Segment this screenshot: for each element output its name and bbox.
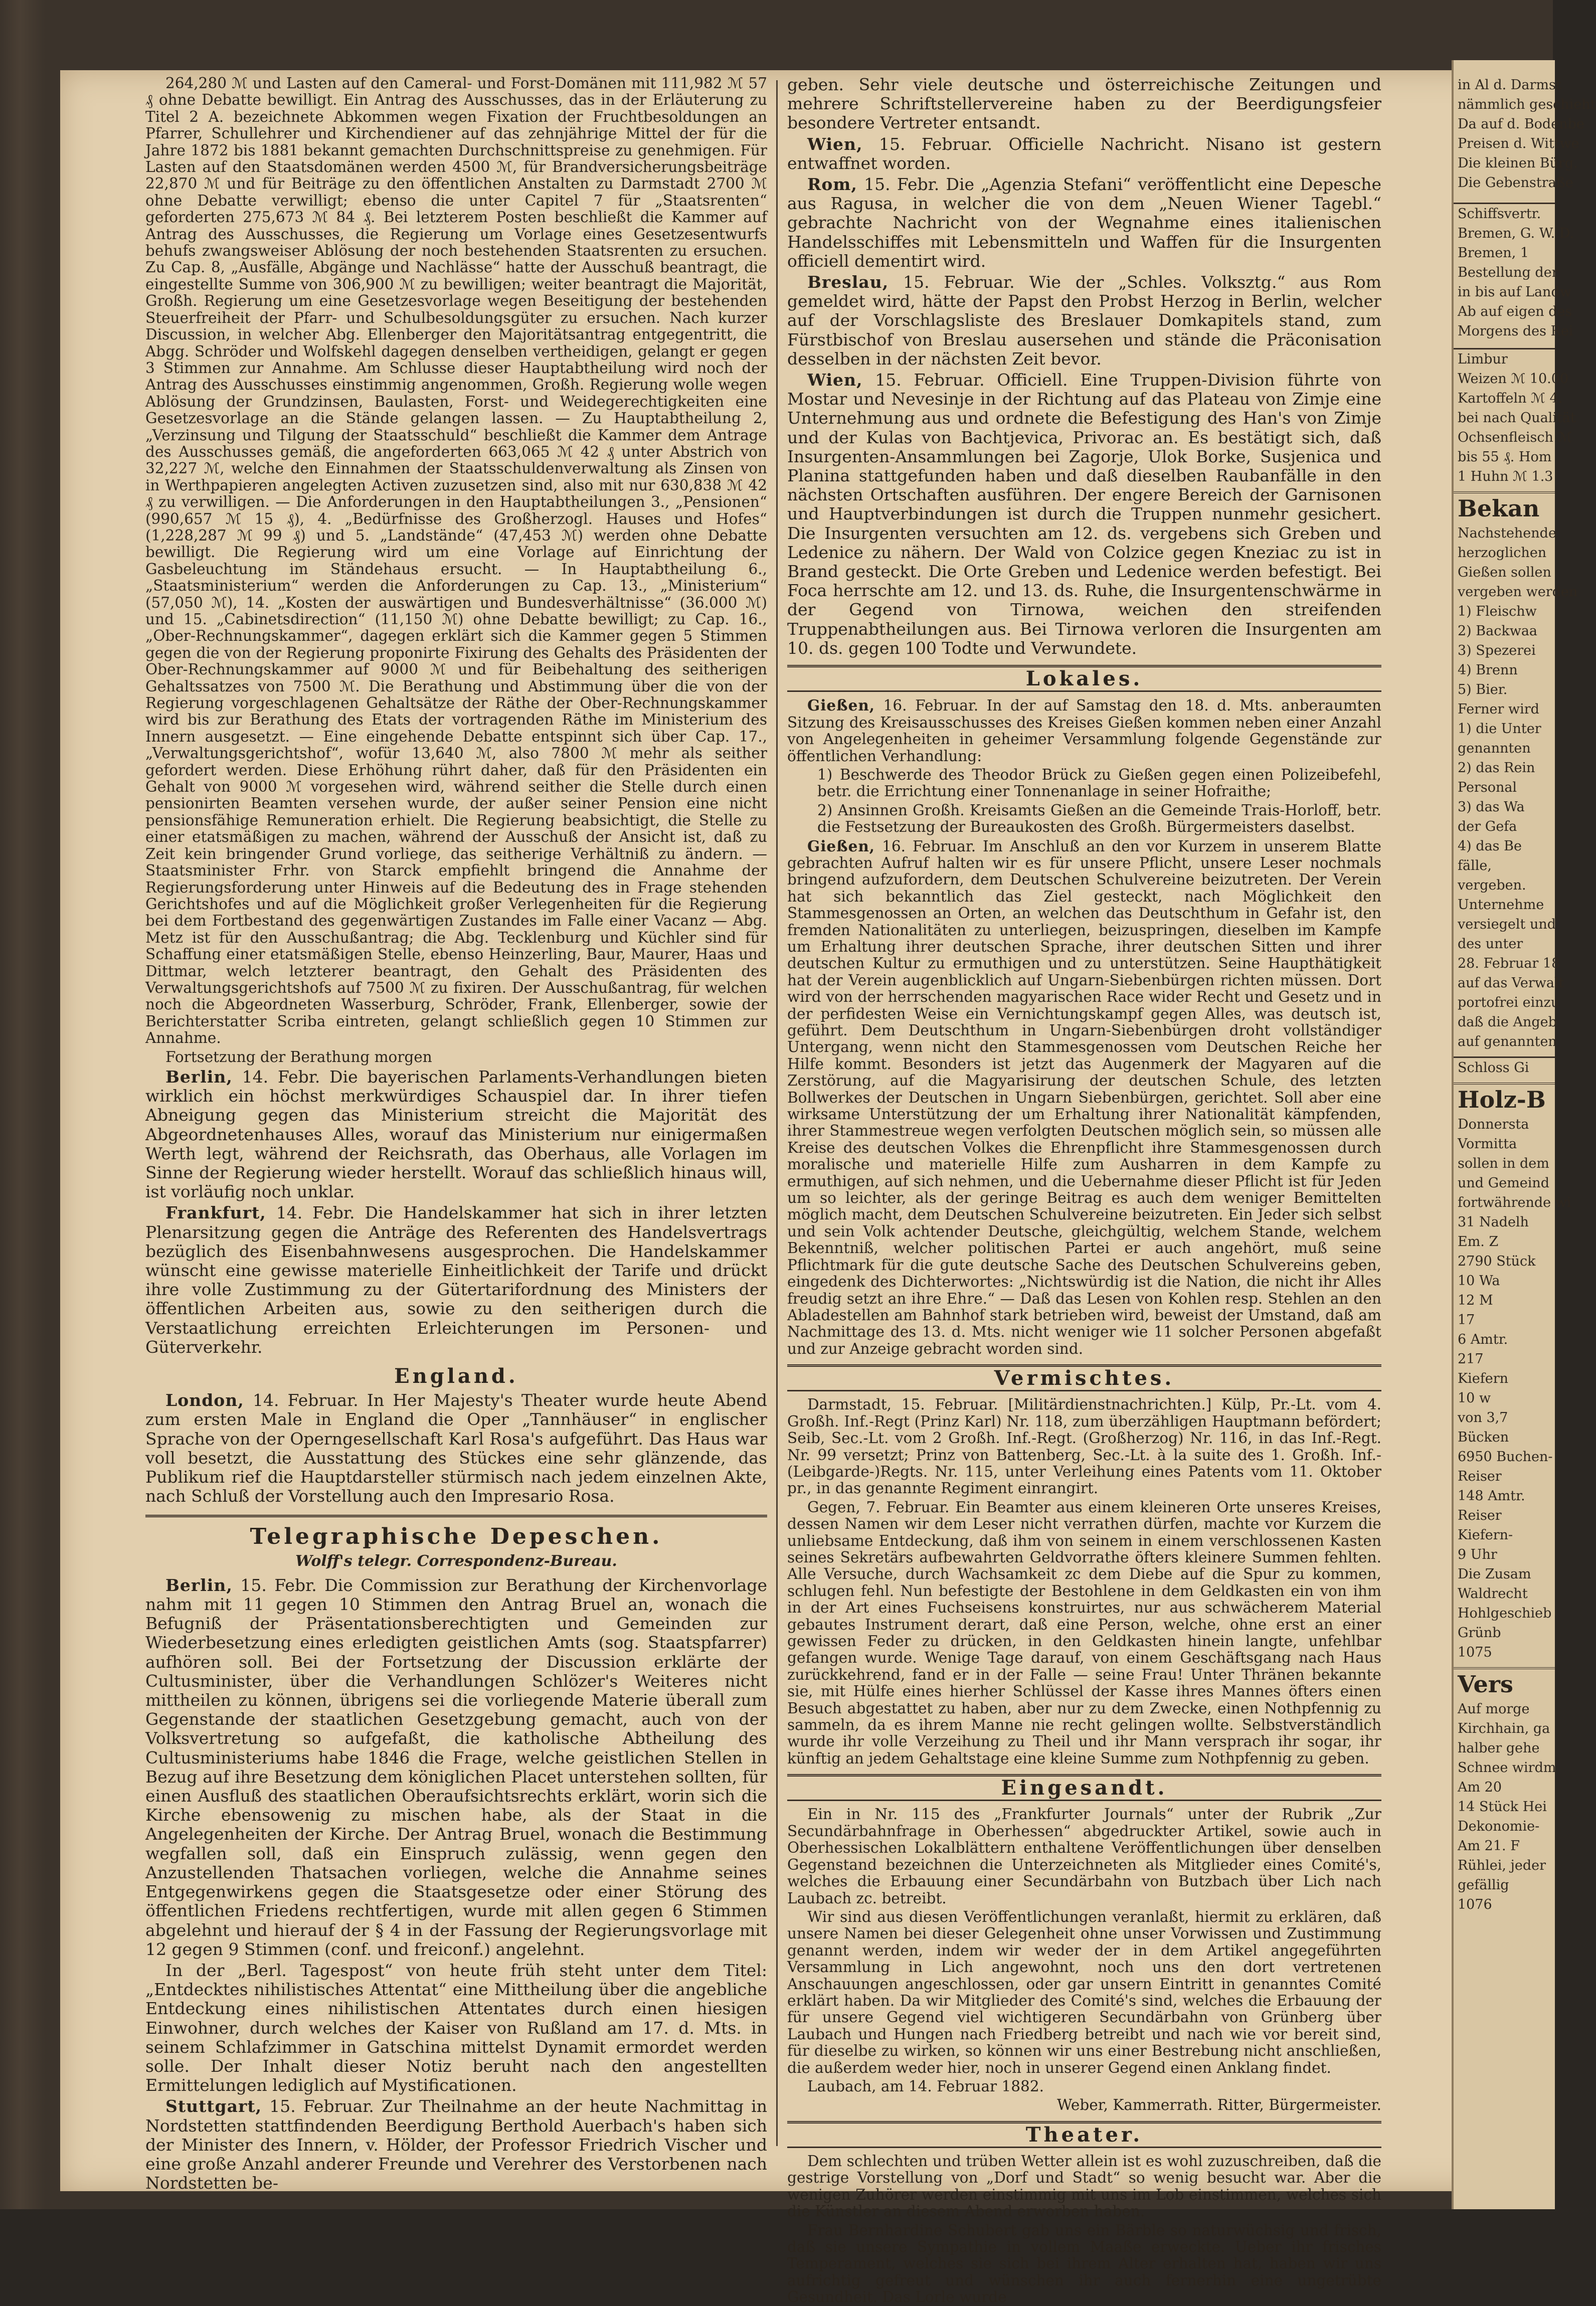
column-divider xyxy=(776,80,778,2146)
strip-line: Da auf d. Bodenbe xyxy=(1458,116,1584,132)
strip-line: 5) Bier. xyxy=(1458,682,1508,697)
adjacent-page-strip xyxy=(1452,60,1596,2209)
strip-line: Unternehme xyxy=(1458,897,1544,913)
strip-line: Limbur xyxy=(1458,351,1508,367)
strip-block-mid xyxy=(1454,204,1574,341)
strip-line: Die Zusam xyxy=(1458,1566,1531,1582)
continuation-note: Fortsetzung der Berathung morgen xyxy=(165,1048,432,1066)
dateline-berlin: Berlin, xyxy=(165,1575,233,1595)
dateline-frankfurt: Frankfurt, xyxy=(165,1203,266,1223)
article-text: 15. Febr. Die „Agenzia Stefani“ veröffentlicht eine Depesche aus Ragusa, in welcher die von dem „Neuen Wiener Tagebl.“ gebrachte Nachricht von der Wegnahme eines italienischen Handelsschiffes mit Lebensmitteln und Waffen für die Insurgenten officiell dementirt wird. xyxy=(787,174,1381,271)
section-heading-vermischtes: Vermischtes. xyxy=(994,1366,1175,1390)
strip-line: 17 xyxy=(1458,1312,1475,1328)
dateline-berlin: Berlin, xyxy=(165,1067,233,1087)
theater-paragraph-2: Frau Bernhardine Schubert gab uns ein Bärble so naturwüchsig und frisch, daß sie unsere Sympathie in vollem Maaße erweckte. Ueber ihr frisches Temperament, welches sie sich bei ihrem Alter erhalten hat, haben wir uns aufrichtig gefreut und wünschen ihr auch fernerhin eine ungetrübte Gesundheit. Das Lorle wurde xyxy=(787,2221,1381,2306)
strip-line: Kiefern xyxy=(1458,1371,1509,1386)
dateline-stuttgart: Stuttgart, xyxy=(165,2096,262,2116)
strip-line: vergeben. xyxy=(1458,877,1526,893)
strip-line: halber gehe xyxy=(1458,1740,1540,1756)
strip-line: 4) das Be xyxy=(1458,838,1522,854)
strip-line: herzoglichen xyxy=(1458,545,1547,561)
strip-line: in Al d. Darmst xyxy=(1458,77,1561,93)
strip-heading-holz: Holz-B xyxy=(1454,1083,1555,1115)
section-heading-eingesandt: Eingesandt. xyxy=(1001,1776,1168,1800)
strip-line: 9 Uhr xyxy=(1458,1547,1497,1562)
strip-line: Donnersta xyxy=(1458,1117,1529,1132)
strip-line: portofrei einzu xyxy=(1458,995,1560,1010)
strip-line: Die kleinen Bürg. xyxy=(1458,155,1578,171)
strip-line: Bremen, G. W. D. xyxy=(1458,226,1574,241)
strip-heading-bekan: Bekan xyxy=(1454,491,1555,523)
eingesandt-paragraph-2: Wir sind aus diesen Veröffentlichungen veranlaßt, hiermit zu erklären, daß unsere Namen bei dieser Gelegenheit ohne unser Vorwissen und Zustimmung genannt werden, indem wir weder der in dem Artikel angegeführten Versammlung in Lich angewohnt, noch uns den dort vertretenen Anschauungen angeschlossen, oder gar unsern Eintritt in genanntes Comité erklärt haben. Da wir Mitglieder des Comité's sind, welches die Erbauung der für unsere Gegend viel wichtigeren Secundärbahn von Grünberg über Laubach und Hungen nach Friedberg betreibt und nach wie vor bereit sind, für dieselbe zu wirken, so können wir uns einer Bestrebung nicht anschließen, die außerdem weder hier, noch in unserer Gegend einen Anklang findet. xyxy=(787,1908,1381,2076)
article-london xyxy=(145,1391,767,1506)
strip-line: Schnee wirdm xyxy=(1458,1760,1556,1776)
article-text: 14. Februar. In Her Majesty's Theater wurde heute Abend zum ersten Male in England die Oper „Tannhäuser“ in englischer Sprache von der Operngesellschaft Karl Rosa's aufgeführt. Das Haus war voll besetzt, die Ausstattung des Stückes eine sehr glänzende, das Publikum rief die Hauptdarsteller stürmisch nach jedem einzelnen Akte, nach Schluß der Vorstellung auch den Impresario Rosa. xyxy=(145,1390,767,1506)
strip-line: daß die Angeb xyxy=(1458,1014,1557,1030)
strip-line: von 3,7 xyxy=(1458,1410,1508,1426)
article-breslau xyxy=(787,273,1381,369)
strip-line: Preisen d. Wittwe xyxy=(1458,136,1579,151)
left-column xyxy=(145,75,767,2193)
strip-line: Grünb xyxy=(1458,1625,1501,1641)
article-gegen: Gegen, 7. Februar. Ein Beamter aus einem kleineren Orte unseres Kreises, dessen Namen wir dem Leser nicht verrathen dürfen, machte vor Kurzem die unliebsame Entdeckung, daß ihm von seinem in einem verschlossenen Kasten seines Sekretärs aufbewahrten Geldvorrathe öfters kleinere Summen fehlten. Alle Versuche, durch Wachsamkeit zc dem Diebe auf die Spur zu kommen, schlugen fehl. Nun befestigte der Bestohlene in dem Geldkasten ein von ihm in der Art eines Fuchseisens konstruirtes, nur aus schwächerem Material gebautes Instrument derart, daß eine Person, welche, ohne erst an einer gewissen Feder zu drücken, in den Geldkasten hinein langte, unfehlbar gefangen wurde. Wenige Tage darauf, von einem Geschäftsgang nach Haus zurückkehrend, fand er in der Falle — seine Frau! Unter Thränen bekannte sie, mit Hülfe eines hierher Schlüssel der Kasse ihres Mannes öfters einen Besuch abgestattet zu haben, aber nur zu dem Zwecke, einen Nothpfennig zu sammeln, da es ihrem Manne nie recht gelingen wollte. Selbstverständlich wurde ihr volle Verzeihung zu Theil und ihr Mann versprach ihr sogar, ihr künftig an jedem Gehaltstage eine kleine Summe zum Nothpfennig zu geben. xyxy=(787,1498,1381,1767)
strip-line: Kiefern- xyxy=(1458,1527,1513,1543)
strip-line: Weizen ℳ 10.00 xyxy=(1458,371,1569,387)
section-box-lokales xyxy=(787,665,1381,692)
strip-line: Ochsenfleisch ℳ xyxy=(1458,430,1572,445)
strip-line: Nachstehende xyxy=(1458,525,1556,541)
article-stuttgart xyxy=(145,2097,767,2193)
strip-block-holz xyxy=(1454,1115,1571,1662)
article-text: 14. Febr. Die Handelskammer hat sich in ihrer letzten Plenarsitzung gegen die Anträge des Referenten des Handelsvertrags bezüglich des Eisenbahnwesens ausgesprochen. Die Handelskammer wünscht eine gewisse materielle Einheitlichkeit der Tarife und drückt ihre volle Zustimmung zu der Gütertarifordnung des Ministers der öffentlichen Arbeiten aus, sowie zu den seitherigen durch die Verstaatlichung erreichten Erleichterungen im Personen- und Güterverkehr. xyxy=(145,1203,767,1357)
section-heading-lokales: Lokales. xyxy=(1025,667,1143,691)
strip-line: 2) Backwaa xyxy=(1458,623,1538,639)
strip-line: 28. Februar 18 xyxy=(1458,956,1560,971)
strip-line: 1075 xyxy=(1458,1645,1492,1660)
article-rom xyxy=(787,175,1381,271)
strip-line: der Gefa xyxy=(1458,819,1517,834)
strip-block-vers xyxy=(1454,1699,1555,1914)
strip-line: Kartoffeln ℳ 4. xyxy=(1458,391,1563,406)
section-rule xyxy=(145,1515,767,1517)
strip-block-top xyxy=(1454,75,1596,193)
strip-line: 3) das Wa xyxy=(1458,799,1525,815)
strip-line: Die Gebenstraße xyxy=(1458,175,1573,191)
strip-line: Ferner wird xyxy=(1458,701,1539,717)
strip-line: Reiser xyxy=(1458,1508,1502,1523)
strip-line: 148 Amtr. xyxy=(1458,1488,1525,1504)
strip-line: und Gemeind xyxy=(1458,1175,1550,1191)
article-berlin-14 xyxy=(145,1068,767,1201)
article-text: 15. Februar. Wie der „Schles. Volksztg.“ aus Rom gemeldet wird, hätte der Papst den Probst Herzog in Berlin, welcher auf der Vorschlagsliste des Breslauer Domkapitels stand, zum Fürstbischof von Breslau ausersehen und stände die Präconisation desselben in der nächsten Zeit bevor. xyxy=(787,272,1381,369)
strip-line: Ab auf eigen des xyxy=(1458,304,1572,319)
section-subheading-wolff: Wolff's telegr. Correspondenz-Bureau. xyxy=(295,1552,617,1570)
strip-line: Auf morge xyxy=(1458,1701,1530,1717)
strip-line: 10 w xyxy=(1458,1390,1491,1406)
strip-line: 2790 Stück xyxy=(1458,1254,1536,1269)
strip-line: Kirchhain, ga xyxy=(1458,1721,1550,1736)
strip-line: nämmlich geschieht xyxy=(1458,97,1596,112)
dateline-london: London, xyxy=(165,1390,244,1410)
strip-line: Schiffsvertr. xyxy=(1458,206,1541,222)
agenda-item-2: 2) Ansinnen Großh. Kreisamts Gießen an die Gemeinde Trais-Horloff, betr. die Festsetzung der Bureaukosten des Großh. Bürgermeisters daselbst. xyxy=(817,801,1381,836)
strip-line: Bremen, 1 xyxy=(1458,245,1529,261)
article-darmstadt: Darmstadt, 15. Februar. [Militärdienstnachrichten.] Külp, Pr.-Lt. vom 4. Großh. Inf.-Regt (Prinz Karl) Nr. 118, zum überzähligen Hauptmann befördert; Seib, Sec.-Lt. vom 2 Großh. Inf.-Regt. (Großherzog) Nr. 116, in das Inf.-Regt. Nr. 99 versetzt; Prinz von Battenberg, Sec.-Lt. à la suite des 1. Großh. Inf.-(Leibgarde-)Regts. Nr. 115, unter Verleihung eines Patents vom 11. Oktober pr., in das genannte Regiment einrangirt. xyxy=(787,1396,1381,1497)
strip-line: 217 xyxy=(1458,1351,1484,1367)
dateline-giessen: Gießen, xyxy=(807,837,875,855)
strip-line: 10 Wa xyxy=(1458,1273,1500,1289)
section-heading-theater: Theater. xyxy=(1025,2122,1143,2147)
strip-line: Waldrecht xyxy=(1458,1586,1528,1602)
dateline-wien: Wien, xyxy=(807,134,863,154)
article-wien-1 xyxy=(787,135,1381,173)
article-berlin-15 xyxy=(145,1576,767,1959)
strip-line: gefällig xyxy=(1458,1877,1509,1893)
strip-heading-vers: Vers xyxy=(1454,1667,1555,1699)
strip-line: 12 M xyxy=(1458,1293,1493,1308)
eingesandt-paragraph-1: Ein in Nr. 115 des „Frankfurter Journals“ unter der Rubrik „Zur Secundärbahnfrage in Oberhessen“ abgedruckter Artikel, sowie auch in Oberhessischen Lokalblättern enthaltene Veröffentlichungen über denselben Gegenstand bezeichnen die Unterzeichneten als Mitglieder eines Comité's, welches die Erbauung einer Secundärbahn von Butzbach über Lich nach Laubach zc. betreibt. xyxy=(787,1806,1381,1907)
strip-line: bei nach Qualität xyxy=(1458,410,1576,426)
strip-line: Dekonomie- xyxy=(1458,1819,1540,1834)
strip-line: Reiser xyxy=(1458,1469,1502,1484)
strip-line: Am 21. F xyxy=(1458,1838,1520,1854)
strip-line: vergeben werden xyxy=(1458,584,1578,600)
strip-line: Personal xyxy=(1458,780,1517,795)
strip-line: Hohlgeschieb xyxy=(1458,1606,1552,1621)
strip-line: Bestellung der xyxy=(1458,265,1558,280)
dateline-rom: Rom, xyxy=(807,174,857,195)
dateline-giessen: Gießen, xyxy=(807,696,875,715)
strip-block-market xyxy=(1454,349,1576,486)
section-box-eingesandt xyxy=(787,1774,1381,1801)
strip-line: 1) die Unter xyxy=(1458,721,1541,737)
strip-line: 1076 xyxy=(1458,1897,1492,1912)
article-wien-2 xyxy=(787,371,1381,658)
strip-line: 2) das Rein xyxy=(1458,760,1535,776)
theater-paragraph-1: Dem schlechten und trüben Wetter allein ist es wohl zuzuschreiben, daß die gestrige Vorstellung von „Dorf und Stadt“ so wenig besucht war. Aber die wenigen Zuhörer werden einstimmig mit uns im Lob einstimmen, welches sich die Künstler an diesem Abend erworben haben. xyxy=(787,2153,1381,2220)
eingesandt-place-date: Laubach, am 14. Februar 1882. xyxy=(807,2077,1044,2095)
strip-line: Vormitta xyxy=(1458,1136,1517,1152)
article-tagespost: In der „Berl. Tagespost“ von heute früh steht unter dem Titel: „Entdecktes nihilistisches Attentat“ eine Mittheilung über die angebliche Entdeckung eines nihilistischen Attentates durch einen hiesigen Einwohner, durch welches der Kaiser von Rußland am 17. d. Mts. in seinem Schlafzimmer in Gatschina mittelst Dynamit ermordet werden solle. Der Inhalt dieser Notiz beruht nach den angestellten Ermittelungen lediglich auf Mystificationen. xyxy=(145,1960,767,2095)
article-text: 15. Februar. Zur Theilnahme an der heute Nachmittag in Nordstetten stattfindenden Beerdigung Berthold Auerbach's haben sich der Minister des Innern, v. Hölder, der Professor Friedrich Vischer und eine große Anzahl anderer Freunde und Verehrer des Verstorbenen nach Nordstetten be- xyxy=(145,2096,767,2193)
article-text: 15. Febr. Die Commission zur Berathung der Kirchenvorlage nahm mit 11 gegen 10 Stimmen den Antrag Bruel an, wonach die Befugniß der Präsentationsberechtigten und Gemeinden zur Wiederbesetzung eines erledigten geistlichen Amts (sog. Staatspfarrer) aufhören soll. Bei der Fortsetzung der Discussion erklärte der Cultusminister, über die Verhandlungen Schlözer's Weiteres nicht mittheilen zu können, übrigens sei die vorliegende Materie überall zum Gegenstande der staatlichen Gesetzgebung gemacht, auch von der Volksvertretung so aufgefaßt, die katholische Abtheilung des Cultusministeriums habe 1846 die Frage, welche geistlichen Stellen in Bezug auf ihre Besetzung dem königlichen Placet unterstehen sollten, für einen Ausfluß des staatlichen Oberaufsichtsrechts erklärt, worin sich die Kirche ebensowenig zu mischen habe, als der Staat in die Angelegenheiten der Kirche. Der Antrag Bruel, wonach die Bestimmung wegfallen soll, daß ein Einspruch zulässig, wenn gegen den Anzustellenden Thatsachen vorliegen, welche die Annahme seines Entgegenwirkens gegen die Staatsgesetze oder einer Störung des öffentlichen Friedens rechtfertigen, wurde mit allen gegen 6 Stimmen abgelehnt und hierauf der § 4 in der Fassung der Regierungsvorlage mit 12 gegen 9 Stimmen (conf. und freiconf.) angelehnt. xyxy=(145,1575,767,1959)
strip-line: 6950 Buchen- xyxy=(1458,1449,1553,1465)
strip-line: Gießen sollen xyxy=(1458,565,1551,580)
agenda-item-1: 1) Beschwerde des Theodor Brück zu Gießen gegen einen Polizeibefehl, betr. die Errichtung einer Tonnenanlage in seiner Hofraithe; xyxy=(817,766,1381,800)
article-text: 15. Februar. Officiell. Eine Truppen-Division führte von Mostar und Nevesinje in der Richtung auf das Plateau von Zimje eine Unternehmung aus und ordnete die Befestigung des Han's von Zimje und der Kulas von Bachtjevica, Privorac an. Es bestätigt sich, daß Insurgenten-Ansammlungen bei Zagorje, Ulok Borke, Susjenica und Planina stattgefunden haben und daß dieselben Raubanfälle in den nächsten Ortschaften ausführen. Der engere Bereich der Garnisonen und Hauptverbindungen ist durch die Truppen nunmehr gesichert. Die Insurgenten versuchten am 12. ds. vergebens sich Greben und Ledenice zu nähern. Der Wald von Colzice gegen Kneziac zu ist in Brand gesteckt. Die Orte Greben und Ledenice werden befestigt. Bei Foca herrschte am 12. und 13. ds. Ruhe, die Insurgentenschwärme in der Gegend von Tirnowa, weichen den streifenden Truppenabtheilungen aus. Bei Tirnowa verloren die Insurgenten am 10. ds. gegen 100 Todte und Verwundete. xyxy=(787,370,1381,658)
strip-line: sollen in dem xyxy=(1458,1156,1549,1171)
section-heading-england: England. xyxy=(394,1364,518,1388)
strip-line: Bücken xyxy=(1458,1430,1509,1445)
strip-line: Schloss Gi xyxy=(1458,1060,1529,1076)
strip-line: Em. Z xyxy=(1458,1234,1499,1250)
section-box-theater xyxy=(787,2121,1381,2148)
strip-block-feb xyxy=(1454,954,1564,1051)
article-giessen-1 xyxy=(787,697,1381,765)
strip-line: fortwährende wi xyxy=(1458,1195,1571,1210)
strip-line: 14 Stück Hei xyxy=(1458,1799,1547,1815)
article-text: 16. Februar. Im Anschluß an den vor Kurzem in unserem Blatte gebrachten Aufruf halten wir es für unsere Pflicht, unsere Leser nochmals bringend aufzufordern, dem Deutschen Schulvereine beizutreten. Der Verein hat sich bekanntlich das Ziel gesteckt, nach Möglichkeit den Stammesgenossen an Orten, an welchen das Deutschthum in Gefahr ist, den fremden Nationalitäten zu unterliegen, beizuspringen, dieselben im Kampfe um Erhaltung ihrer deutschen Sprache, ihrer deutschen Sitten und ihrer deutschen Kultur zu ermuthigen und zu unterstützen. Seine Haupthätigkeit hat der Verein augenblicklich auf Ungarn-Siebenbürgen richten müssen. Dort wird von der herrschenden magyarischen Race wider Recht und Gesetz und in der perfidesten Weise ein Vernichtungskampf gegen Alles, was deutsch ist, geführt. Dem Deutschthum in Ungarn-Siebenbürgen droht vollständiger Untergang, wenn nicht den Stammesgenossen vom Deutschen Reiche her Hilfe kommt. Besonders ist jetzt das Augenmerk der Magyaren auf die Zerstörung, auf die Magyarisirung der deutschen Schule, des letzten Bollwerkes der Deutschen in Ungarn Siebenbürgen, gerichtet. Soll aber eine wirksame Unterstützung der um Erhaltung ihrer Nationalität kämpfenden, ihrer Stammestreue wegen verfolgten Deutschen möglich sein, so müssen alle Kreise des deutschen Volkes die Ehrenpflicht ihre Stammesgenossen durch moralische und materielle Hilfe zum Ausharren in dem Kampfe zu ermuthigen, auf sich nehmen, und die Uebernahme dieser Pflicht ist für Jeden um so leichter, als der geringe Beitrag es auch dem weniger Bemittelten möglich macht, dem Deutschen Schulvereine beizutreten. Ein Jeder sich selbst und sein Volk achtender Deutsche, gleichgültig, welchem Stande, welchem Bekenntniß, welcher politischen Partei er auch angehört, muß seine Pflichtmark für die gute deutsche Sache des Deutschen Schulvereins geben, eingedenk des Dichterwortes: „Nichtswürdig ist die Nation, die nicht ihr Alles freudig setzt an ihre Ehre.“ — Daß das Lesen von Kohlen resp. Stehlen an den Abladestellen am Bahnhof stark betrieben wird, beweist der Umstand, daß am Nachmittage des 13. d. Mts. nicht weniger wie 11 solcher Personen abgefaßt und zur Anzeige gebracht worden sind. xyxy=(787,837,1381,1357)
strip-line: auf das Verwalt xyxy=(1458,975,1564,991)
strip-block-bekan xyxy=(1454,523,1578,954)
article-giessen-2 xyxy=(787,838,1381,1358)
article-frankfurt xyxy=(145,1203,767,1357)
strip-line: fälle, xyxy=(1458,858,1492,873)
strip-line: in bis auf Landw xyxy=(1458,284,1571,300)
strip-line: genannten xyxy=(1458,741,1531,756)
strip-line: 4) Brenn xyxy=(1458,662,1518,678)
strip-line: Morgens des Rei xyxy=(1458,323,1573,339)
section-heading-telegraph: Telegraphische Depeschen. xyxy=(250,1524,663,1550)
article-text: 14. Febr. Die bayerischen Parlaments-Verhandlungen bieten wirklich ein höchst merkwürdiges Schauspiel dar. In ihrer tiefen Abneigung gegen das Ministerium streicht die Majorität des Abgeordnetenhauses Alles, worauf das Ministerium nur einigermaßen Werth legt, während der Reichsrath, das Oberhaus, alle Vorlagen im Sinne der Regierung wieder herstellt. Worauf das schließlich hinaus will, ist vorläufig noch unklar. xyxy=(145,1067,767,1202)
strip-line: Am 20 xyxy=(1458,1780,1502,1795)
section-box-vermischtes xyxy=(787,1364,1381,1391)
strip-line: 1 Huhn ℳ 1.3 xyxy=(1458,469,1553,484)
article-continuation: geben. Sehr viele deutsche und österreichische Zeitungen und mehrere Schriftstellervereine haben zu der Beerdigungsfeier besondere Vertreter entsandt. xyxy=(787,75,1381,133)
strip-line: versiegelt und xyxy=(1458,917,1556,932)
strip-line: bis 55 ₰. Hom xyxy=(1458,449,1552,465)
paragraph-budget-debate: 264,280 ℳ und Lasten auf den Cameral- und Forst-Domänen mit 111,982 ℳ 57 ₰ ohne Debatte bewilligt. Ein Antrag des Ausschusses, das in der Erläuterung zu Titel 2 A. bezeichnete Abkommen wegen Fixation der Fruchtbesoldungen an Pfarrer, Schullehrer und Kirchendiener auf das zehnjährige Mittel der für die Jahre 1872 bis 1881 bekannt gemachten Durchschnittspreise zu genehmigen. Für Lasten auf den Staatsdomänen werden 4500 ℳ, für Brandversicherungsbeiträge 22,870 ℳ und für Beiträge zu den öffentlichen Anstalten zu Darmstadt 2700 ℳ ohne Debatte verwilligt; ebenso die unter Capitel 7 für „Staatsrenten“ geforderten 275,673 ℳ 84 ₰. Bei letzterem Posten beschließt die Kammer auf Antrag des Ausschusses, die Regierung um Vorlage eines Gesetzesentwurfs behufs zwangsweiser Ablösung der noch bestehenden Staatsrenten zu ersuchen. Zu Cap. 8, „Ausfälle, Abgänge und Nachlässe“ hatte der Ausschuß beantragt, die eingestellte Summe von 306,900 ℳ zu bewilligen; weiter beantragt die Majorität, Großh. Regierung um eine Gesetzesvorlage wegen Beseitigung der bestehenden Steuerfreiheit der Pfarr- und Schulbesoldungsgüter zu ersuchen. Nach kurzer Discussion, in welcher Abg. Ellenberger den Majoritätsantrag entgegentritt, die Abgg. Schröder und Wolfskehl dagegen denselben vertheidigen, gelangt er gegen 3 Stimmen zur Annahme. Am Schlusse dieser Hauptabtheilung wird noch der Antrag des Ausschusses einstimmig angenommen, Großh. Regierung wolle wegen Ablösung der Grundzinsen, Baulasten, Forst- und Weidegerechtigkeiten eine Gesetzesvorlage an die Stände gelangen lassen. — Zu Hauptabtheilung 2, „Verzinsung und Tilgung der Staatsschuld“ beschließt die Kammer dem Antrage des Ausschusses gemäß, die angeforderten 663,065 ℳ 42 ₰ unter Abstrich von 32,227 ℳ, welche den Einnahmen der Staatsschuldenverwaltung als Zinsen von in Werthpapieren angelegten Activen zuzusetzen sind, also mit nur 630,838 ℳ 42 ₰ zu verwilligen. — Die Anforderungen in den Hauptabtheilungen 3., „Pensionen“ (990,657 ℳ 15 ₰), 4. „Bedürfnisse des Großherzogl. Hauses und Hofes“ (1,228,287 ℳ 99 ₰) und 5. „Landstände“ (47,453 ℳ) werden ohne Debatte bewilligt. Die Regierung wird um eine Vorlage auf Einrichtung der Gasbeleuchtung im Ständehaus ersucht. — In Hauptabtheilung 6., „Staatsministerium“ werden die Anforderungen zu Cap. 13., „Ministerium“ (57,050 ℳ), 14. „Kosten der auswärtigen und Bundesverhältnisse“ (36.000 ℳ) und 15. „Cabinetsdirection“ (11,150 ℳ) ohne Debatte bewilligt; zu Cap. 16., „Ober-Rechnungskammer“, dagegen erklärt sich die Kammer gegen 5 Stimmen gegen die von der Regierung proponirte Fixirung des Gehalts des Präsidenten der Ober-Rechnungskammer auf 9000 ℳ und für Beibehaltung des seitherigen Gehaltssatzes von 7500 ℳ. Die Berathung und Abstimmung über die von der Regierung vorgeschlagenen Gehaltsätze der Räthe der Ober-Rechnungskammer wird bis zur Berathung des Etats der vortragenden Räthe im Ministerium des Innern ausgesetzt. — Eine eingehende Debatte entspinnt sich über Cap. 17., „Verwaltungsgerichtshof“, wofür 13,640 ℳ, also 7800 ℳ mehr als seither gefordert werden. Diese Erhöhung rührt daher, daß für den Präsidenten ein Gehalt von 9000 ℳ vorgesehen wird, während seither die Stelle durch einen pensionirten Beamten versehen wurde, der außer seiner Pension eine nicht pensionsfähige Remuneration erhielt. Die Regierung beabsichtigt, die Stelle zu einer etatsmäßigen zu machen, während der Ausschuß der Ansicht ist, daß zu Zeit kein bringender Grund vorliege, das seitherige Verhältniß zu ändern. — Staatsminister Frhr. von Starck empfiehlt bringend die Annahme der Regierungsforderung unter Hinweis auf die Bedeutung des in Frage stehenden Gerichtshofes und auf die Möglichkeit großer Verlegenheiten für die Regierung bei dem Fortbestand des gegenwärtigen Zustandes im Falle einer Vacanz — Abg. Metz ist für den Ausschußantrag; die Abg. Tecklenburg und Küchler sind für Schaffung einer etatsmäßigen Stelle, ebenso Heinzerling, Baur, Maurer, Haas und Dittmar, welch letzterer beantragt, den Gehalt des Präsidenten des Verwaltungsgerichtshofs auf 7500 ℳ zu fixiren. Der Ausschußantrag, für welchen noch die Abgeordneten Wasserburg, Schröder, Frank, Ellenberger, sowie der Berichterstatter Scriba eintreten, gelangt schließlich gegen 10 Stimmen zur Annahme. xyxy=(145,75,767,1047)
strip-line: auf genannten xyxy=(1458,1034,1557,1049)
article-text: 16. Februar. In der auf Samstag den 18. d. Mts. anberaumten Sitzung des Kreisausschusses des Kreises Gießen kommen neben einer Anzahl von Angelegenheiten in geheimer Versammlung folgende Gegenstände zur öffentlichen Verhandlung: xyxy=(787,697,1381,765)
right-column xyxy=(787,75,1381,2306)
dateline-wien: Wien, xyxy=(807,370,863,390)
dateline-breslau: Breslau, xyxy=(807,272,889,292)
strip-line: 3) Spezerei xyxy=(1458,643,1536,658)
strip-line: Rühlei, jeder xyxy=(1458,1858,1546,1873)
strip-line: 1) Fleischw xyxy=(1458,604,1537,619)
strip-block-schloss xyxy=(1454,1058,1555,1078)
strip-line: 31 Nadelh xyxy=(1458,1214,1529,1230)
article-text: 15. Februar. Officielle Nachricht. Nisano ist gestern entwaffnet worden. xyxy=(787,134,1381,173)
strip-line: 6 Amtr. xyxy=(1458,1332,1508,1347)
eingesandt-signature: Weber, Kammerrath. Ritter, Bürgermeister. xyxy=(1057,2096,1381,2114)
strip-line: des unter xyxy=(1458,936,1523,952)
